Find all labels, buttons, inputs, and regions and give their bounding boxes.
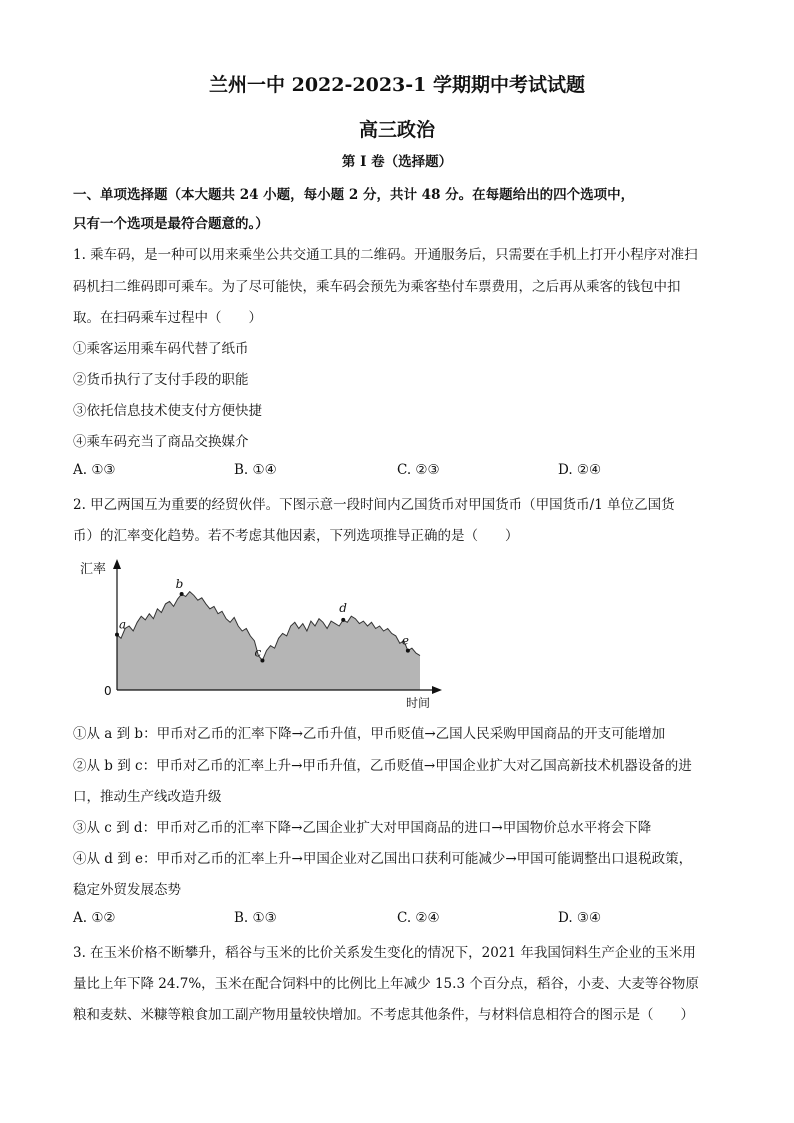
q1-statement: ②货币执行了支付手段的职能 [73,372,249,388]
q1-statement: ③依托信息技术使支付方便快捷 [73,403,262,419]
chart-xlabel: 时间 [406,696,431,710]
q2-statement: ②从 b 到 c：甲币对乙币的汇率上升→甲币升值，乙币贬值→甲国企业扩大对乙国高新技术机器设备的进 [73,758,692,774]
q1-stem-line: 1. 乘车码，是一种可以用来乘坐公共交通工具的二维码。开通服务后，只需要在手机上打开小程序对准扫 [73,247,698,263]
q2-stem-line: 币）的汇率变化趋势。若不考虑其他因素，下列选项推导正确的是（ ） [73,528,519,544]
volume-heading: 第 I 卷（选择题） [341,154,453,170]
q1-option-b[interactable]: B. ①④ [234,462,277,478]
q1-stem-line: 取。在扫码乘车过程中（ ） [73,310,262,326]
q2-stem-line: 2. 甲乙两国互为重要的经贸伙伴。下图示意一段时间内乙国货币对甲国货币（甲国货币/1 单位乙国货 [73,497,675,513]
point-a [115,633,119,637]
point-b [180,592,184,596]
q1-stem-line: 码机扫二维码即可乘车。为了尽可能快，乘车码会预先为乘客垫付车票费用，之后再从乘客的钱包中扣 [73,279,681,295]
point-label-e: e [401,633,409,648]
point-label-b: b [175,577,184,592]
point-label-a: a [119,617,127,632]
y-axis-arrow [113,559,121,569]
page-subtitle: 高三政治 [358,119,435,141]
page-title: 兰州一中 2022-2023-1 学期期中考试试题 [209,74,585,96]
q3-stem-line: 粮和麦麸、米糠等粮食加工副产物用量较快增加。不考虑其他条件，与材料信息相符合的图示是（ ） [73,1007,694,1023]
q2-statement: 稳定外贸发展态势 [73,882,181,898]
q1-statement: ④乘车码充当了商品交换媒介 [73,434,249,450]
q1-option-a[interactable]: A. ①③ [73,462,116,478]
point-e [406,649,410,653]
exchange-rate-chart [70,555,450,715]
chart-origin-label: 0 [104,684,112,698]
q3-stem-line: 3. 在玉米价格不断攀升，稻谷与玉米的比价关系发生变化的情况下，2021 年我国饲料生产企业的玉米用 [73,945,696,961]
q2-option-a[interactable]: A. ①② [73,910,116,926]
q2-statement: ③从 c 到 d：甲币对乙币的汇率下降→乙国企业扩大对甲国商品的进口→甲国物价总水平将会下降 [73,820,652,836]
q2-statement: 口，推动生产线改造升级 [73,789,222,805]
point-d [341,618,345,622]
exchange-rate-area [117,592,420,690]
q2-statement: ④从 d 到 e：甲币对乙币的汇率上升→甲国企业对乙国出口获利可能减少→甲国可能调整出口退税政策， [73,851,693,867]
section-heading-line1: 一、单项选择题（本大题共 24 小题，每小题 2 分，共计 48 分。在每题给出的四个选项中， [73,187,635,203]
q1-statement: ①乘客运用乘车码代替了纸币 [73,341,249,357]
x-axis-arrow [432,686,442,694]
point-label-c: c [254,645,262,660]
chart-ylabel: 汇率 [80,562,107,577]
point-label-d: d [339,600,347,615]
q2-option-d[interactable]: D. ③④ [558,910,602,926]
q1-option-d[interactable]: D. ②④ [558,462,602,478]
q2-option-b[interactable]: B. ①③ [234,910,277,926]
q2-option-c[interactable]: C. ②④ [397,910,440,926]
q3-stem-line: 量比上年下降 24.7%，玉米在配合饲料中的比例比上年减少 15.3 个百分点，稻谷，小麦、大麦等谷物原 [73,976,699,992]
section-heading-line2: 只有一个选项是最符合题意的。） [73,216,269,232]
q2-statement: ①从 a 到 b：甲币对乙币的汇率下降→乙币升值，甲币贬值→乙国人民采购甲国商品的开支可能增加 [73,726,666,742]
q1-option-c[interactable]: C. ②③ [397,462,440,478]
